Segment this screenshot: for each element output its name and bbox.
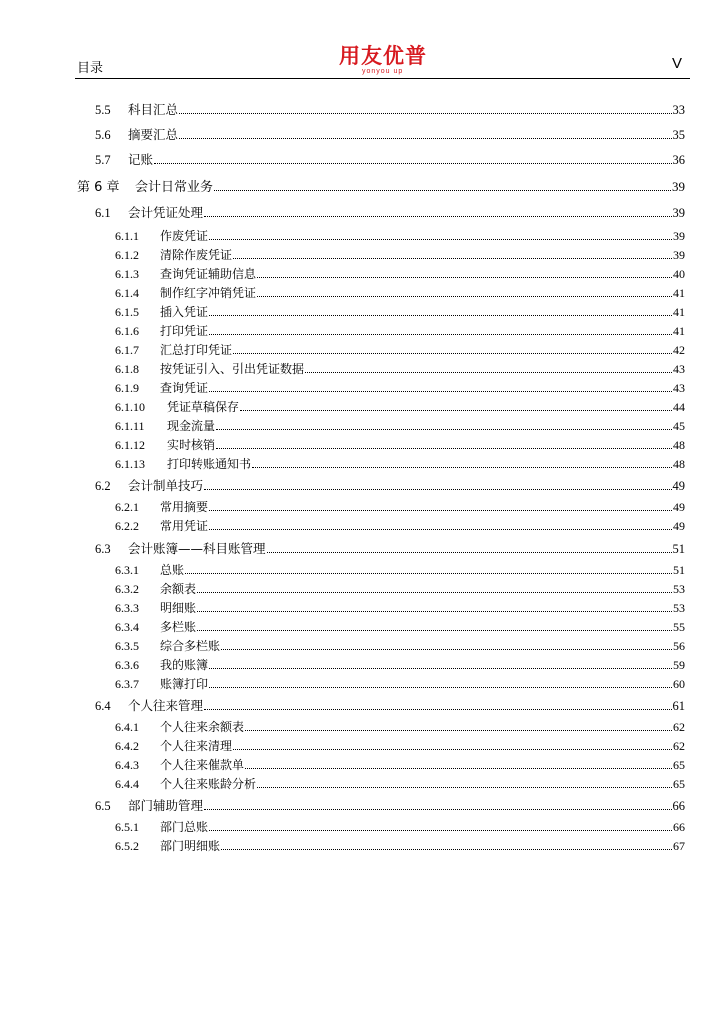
header-page-number: V	[672, 55, 683, 72]
toc-entry[interactable]	[95, 476, 685, 494]
toc-leader-dots	[216, 429, 672, 430]
toc-entry[interactable]	[115, 560, 685, 578]
toc-leader-dots	[214, 190, 671, 191]
toc-entry-title: 制作红字冲销凭证	[160, 286, 257, 300]
toc-entry-number: 6.4.2	[115, 739, 139, 753]
toc-entry-number: 6.1.4	[115, 286, 139, 300]
toc-entry-title: 摘要汇总	[128, 127, 179, 142]
toc-entry-page: 51	[672, 542, 685, 556]
yonyou-logo	[328, 44, 438, 76]
toc-entry[interactable]	[115, 774, 685, 792]
toc-entry-title: 查询凭证辅助信息	[160, 267, 257, 281]
toc-entry-page: 49	[673, 500, 685, 514]
toc-entry[interactable]	[115, 755, 685, 773]
toc-leader-dots	[233, 749, 672, 750]
toc-entry[interactable]	[95, 796, 685, 814]
toc-entry[interactable]	[115, 817, 685, 835]
toc-entry[interactable]	[115, 717, 685, 735]
toc-leader-dots	[233, 258, 672, 259]
toc-entry-title: 余额表	[160, 582, 197, 596]
toc-leader-dots	[209, 510, 672, 511]
toc-entry-title: 个人往来管理	[128, 698, 204, 713]
toc-entry-title: 查询凭证	[160, 381, 209, 395]
toc-leader-dots	[209, 334, 672, 335]
toc-entry-title: 账簿打印	[160, 677, 209, 691]
toc-entry-title: 打印凭证	[160, 324, 209, 338]
toc-entry-number: 6.1.12	[115, 438, 145, 452]
logo-subtext: yonyou up	[362, 68, 404, 75]
toc-entry-page: 48	[673, 438, 685, 452]
header-divider	[75, 78, 690, 79]
toc-entry-page: 51	[673, 563, 685, 577]
toc-entry-page: 42	[673, 343, 685, 357]
toc-entry[interactable]	[115, 435, 685, 453]
toc-leader-dots	[185, 573, 672, 574]
toc-entry-title: 个人往来余额表	[160, 720, 245, 734]
toc-entry[interactable]	[77, 177, 685, 195]
toc-entry-title: 插入凭证	[160, 305, 209, 319]
toc-entry-number: 6.2.2	[115, 519, 139, 533]
toc-entry-page: 48	[673, 457, 685, 471]
toc-entry-title: 作废凭证	[160, 229, 209, 243]
toc-entry-page: 49	[673, 519, 685, 533]
toc-entry[interactable]	[115, 359, 685, 377]
toc-entry[interactable]	[115, 497, 685, 515]
toc-entry-title: 会计制单技巧	[128, 478, 204, 493]
toc-entry-page: 39	[672, 206, 685, 220]
toc-entry[interactable]	[115, 378, 685, 396]
toc-entry-number: 6.4.1	[115, 720, 139, 734]
toc-entry-title: 部门辅助管理	[128, 798, 204, 813]
toc-entry-page: 41	[673, 305, 685, 319]
toc-entry-number: 6.4	[95, 699, 111, 713]
toc-entry-title: 个人往来账龄分析	[160, 777, 257, 791]
toc-entry-title: 会计日常业务	[135, 180, 214, 195]
toc-entry[interactable]	[95, 696, 685, 714]
toc-entry-title: 会计凭证处理	[128, 205, 204, 220]
toc-entry-number: 6.3.4	[115, 620, 139, 634]
header-section-label: 目录	[77, 61, 104, 76]
toc-entry[interactable]	[95, 203, 685, 221]
toc-entry-number: 5.5	[95, 103, 111, 117]
toc-entry[interactable]	[95, 125, 685, 143]
toc-leader-dots	[197, 611, 672, 612]
toc-entry-number: 6.3.5	[115, 639, 139, 653]
toc-entry-page: 39	[673, 229, 685, 243]
toc-entry-title: 明细账	[160, 601, 197, 615]
toc-entry-page: 62	[673, 739, 685, 753]
toc-entry[interactable]	[115, 674, 685, 692]
toc-leader-dots	[257, 787, 672, 788]
toc-entry[interactable]	[115, 321, 685, 339]
toc-entry-page: 61	[672, 699, 685, 713]
toc-entry-page: 39	[673, 248, 685, 262]
toc-entry-number: 6.4.4	[115, 777, 139, 791]
toc-leader-dots	[179, 138, 671, 139]
toc-leader-dots	[204, 489, 671, 490]
toc-entry-page: 65	[673, 758, 685, 772]
toc-entry-number: 6.3.2	[115, 582, 139, 596]
toc-entry-page: 53	[673, 601, 685, 615]
toc-entry-number: 6.1.9	[115, 381, 139, 395]
toc-entry-number: 6.1.7	[115, 343, 139, 357]
toc-entry-title: 凭证草稿保存	[167, 400, 240, 414]
toc-leader-dots	[233, 353, 672, 354]
toc-entry-number: 6.3	[95, 542, 111, 556]
toc-entry[interactable]	[95, 100, 685, 118]
toc-entry-title: 部门明细账	[160, 839, 221, 853]
toc-entry-number: 6.1	[95, 206, 111, 220]
toc-leader-dots	[209, 529, 672, 530]
toc-leader-dots	[221, 649, 672, 650]
toc-leader-dots	[209, 687, 672, 688]
toc-entry-page: 53	[673, 582, 685, 596]
toc-leader-dots	[257, 296, 672, 297]
toc-entry-number: 6.1.5	[115, 305, 139, 319]
toc-entry-number: 6.3.6	[115, 658, 139, 672]
toc-entry[interactable]	[115, 598, 685, 616]
toc-entry-page: 66	[672, 799, 685, 813]
logo-text: 用友优普	[339, 44, 427, 68]
toc-leader-dots	[209, 391, 672, 392]
toc-entry-number: 6.1.2	[115, 248, 139, 262]
toc-entry-page: 36	[672, 153, 685, 167]
toc-entry[interactable]	[115, 736, 685, 754]
toc-entry-number: 6.5	[95, 799, 111, 813]
toc-leader-dots	[209, 239, 672, 240]
toc-entry-number: 6.1.1	[115, 229, 139, 243]
toc-entry-number: 6.4.3	[115, 758, 139, 772]
toc-entry-number: 6.3.1	[115, 563, 139, 577]
toc-entry-page: 45	[673, 419, 685, 433]
page-header	[0, 0, 728, 80]
toc-leader-dots	[154, 163, 671, 164]
toc-entry[interactable]	[115, 579, 685, 597]
toc-entry-number: 6.1.3	[115, 267, 139, 281]
toc-leader-dots	[197, 630, 672, 631]
toc-entry-number: 5.6	[95, 128, 111, 142]
toc-entry-page: 67	[673, 839, 685, 853]
toc-entry[interactable]	[115, 302, 685, 320]
toc-entry[interactable]	[115, 416, 685, 434]
toc-entry[interactable]	[115, 836, 685, 854]
toc-entry[interactable]	[95, 150, 685, 168]
toc-entry-number: 第 6 章	[77, 180, 120, 195]
toc-entry-page: 59	[673, 658, 685, 672]
toc-leader-dots	[221, 849, 672, 850]
toc-entry-title: 现金流量	[167, 419, 216, 433]
toc-entry[interactable]	[115, 264, 685, 282]
toc-entry-title: 部门总账	[160, 820, 209, 834]
toc-leader-dots	[209, 668, 672, 669]
toc-entry-title: 科目汇总	[128, 102, 179, 117]
toc-entry-page: 56	[673, 639, 685, 653]
toc-leader-dots	[257, 277, 672, 278]
toc-leader-dots	[204, 809, 671, 810]
toc-entry-title: 打印转账通知书	[167, 457, 252, 471]
toc-entry-page: 49	[672, 479, 685, 493]
toc-entry-number: 6.1.11	[115, 419, 145, 433]
toc-entry-number: 5.7	[95, 153, 111, 167]
toc-entry-page: 35	[672, 128, 685, 142]
toc-entry-page: 44	[673, 400, 685, 414]
toc-entry-page: 60	[673, 677, 685, 691]
toc-entry[interactable]	[115, 397, 685, 415]
toc-entry-page: 43	[673, 381, 685, 395]
toc-entry-page: 41	[673, 286, 685, 300]
toc-entry-page: 62	[673, 720, 685, 734]
toc-leader-dots	[216, 448, 672, 449]
toc-entry-title: 个人往来清理	[160, 739, 233, 753]
toc-entry-number: 6.5.2	[115, 839, 139, 853]
toc-leader-dots	[305, 372, 672, 373]
toc-leader-dots	[204, 216, 671, 217]
toc-leader-dots	[204, 709, 671, 710]
toc-entry-number: 6.1.6	[115, 324, 139, 338]
toc-entry-number: 6.2	[95, 479, 111, 493]
toc-leader-dots	[245, 768, 672, 769]
toc-entry-title: 个人往来催款单	[160, 758, 245, 772]
toc-entry-number: 6.3.7	[115, 677, 139, 691]
toc-entry-page: 66	[673, 820, 685, 834]
toc-entry[interactable]	[115, 283, 685, 301]
toc-entry-title: 按凭证引入、引出凭证数据	[160, 362, 305, 376]
toc-entry-title: 总账	[160, 563, 185, 577]
toc-entry-page: 39	[672, 179, 685, 194]
toc-leader-dots	[209, 830, 672, 831]
toc-entry-page: 55	[673, 620, 685, 634]
toc-leader-dots	[240, 410, 672, 411]
toc-entry-number: 6.1.10	[115, 400, 145, 414]
toc-entry-page: 33	[672, 103, 685, 117]
toc-entry-title: 常用凭证	[160, 519, 209, 533]
toc-entry-title: 实时核销	[167, 438, 216, 452]
toc-entry-page: 43	[673, 362, 685, 376]
toc-leader-dots	[197, 592, 672, 593]
toc-entry-title: 常用摘要	[160, 500, 209, 514]
toc-entry[interactable]	[115, 226, 685, 244]
toc-entry[interactable]	[115, 636, 685, 654]
toc-entry-title: 多栏账	[160, 620, 197, 634]
toc-entry-title: 综合多栏账	[160, 639, 221, 653]
toc-leader-dots	[245, 730, 672, 731]
toc-entry-title: 我的账簿	[160, 658, 209, 672]
toc-entry-title: 记账	[128, 152, 154, 167]
toc-leader-dots	[252, 467, 672, 468]
toc-entry[interactable]	[95, 539, 685, 557]
toc-entry-title: 清除作废凭证	[160, 248, 233, 262]
toc-entry[interactable]	[115, 655, 685, 673]
toc-entry[interactable]	[115, 617, 685, 635]
toc-entry-number: 6.5.1	[115, 820, 139, 834]
toc-entry-page: 65	[673, 777, 685, 791]
toc-entry-number: 6.2.1	[115, 500, 139, 514]
toc-leader-dots	[267, 552, 672, 553]
toc-entry[interactable]	[115, 516, 685, 534]
toc-entry-number: 6.1.8	[115, 362, 139, 376]
toc-entry-number: 6.3.3	[115, 601, 139, 615]
toc-entry-title: 汇总打印凭证	[160, 343, 233, 357]
toc-entry-number: 6.1.13	[115, 457, 145, 471]
toc-leader-dots	[209, 315, 672, 316]
toc-entry-page: 41	[673, 324, 685, 338]
toc-entry[interactable]	[115, 340, 685, 358]
toc-entry-title: 会计账簿——科目账管理	[128, 541, 266, 556]
toc-entry-page: 40	[673, 267, 685, 281]
toc-entry[interactable]	[115, 454, 685, 472]
toc-leader-dots	[179, 113, 671, 114]
toc-entry[interactable]	[115, 245, 685, 263]
